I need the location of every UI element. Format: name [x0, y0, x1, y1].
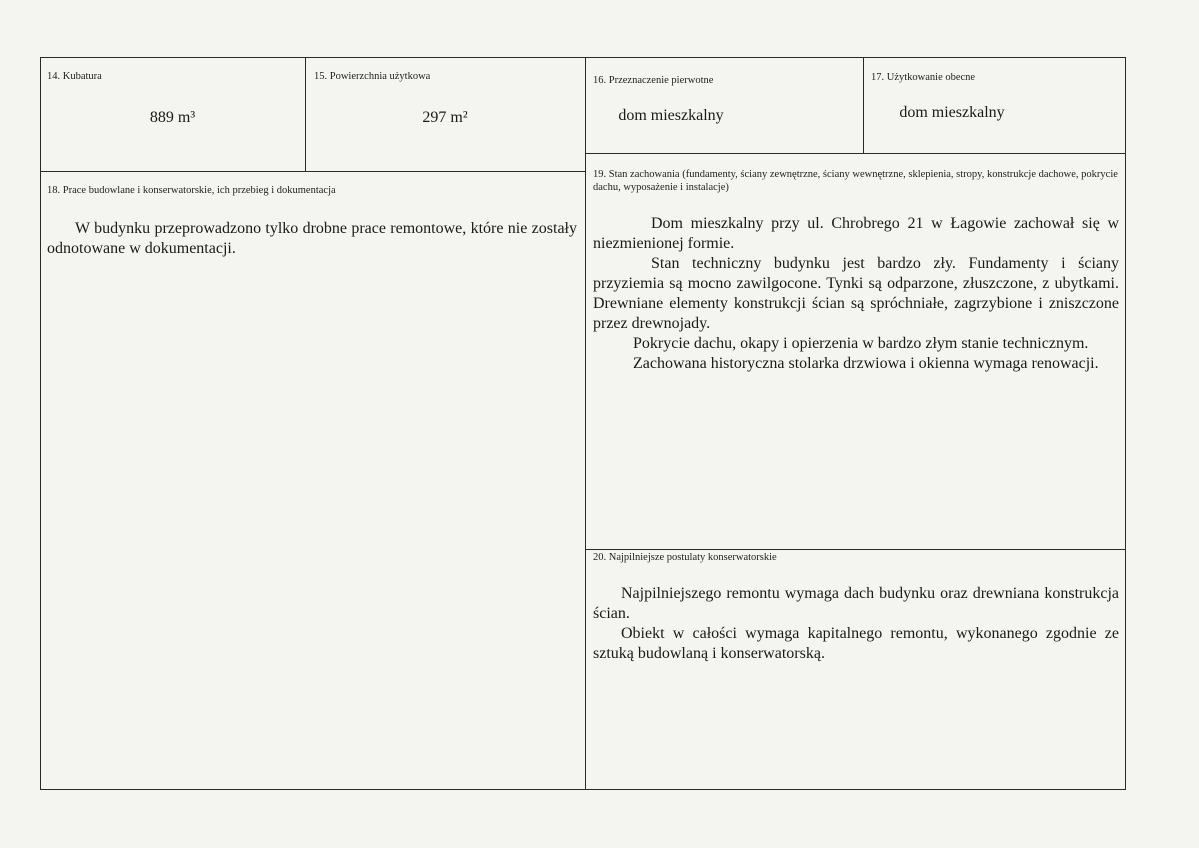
field-16-value: dom mieszkalny [618, 107, 724, 124]
field-19-paragraph: Pokrycie dachu, okapy i opierzenia w bardzo złym stanie technicznym. [633, 335, 1089, 352]
field-17-label: 17. Użytkowanie obecne [871, 72, 976, 83]
field-19-paragraph: Stan techniczny budynku jest bardzo zły. Fundamenty i ściany przyziemia są mocno zawilgocone. Tynki są odparzone, złuszczone, z ubytkami. Drewniane elementy konstrukcji ścian są spróchniałe, zagrzybione i zniszczone przez drewnojady. [593, 255, 1119, 332]
field-19-paragraph: Zachowana historyczna stolarka drzwiowa i okienna wymaga renowacji. [633, 355, 1099, 372]
field-19-paragraph: Dom mieszkalny przy ul. Chrobrego 21 w Łagowie zachował się w niezmienionej formie. [593, 215, 1119, 252]
divider-main [585, 57, 586, 790]
divider-row1-right [585, 153, 1126, 154]
divider-19-20 [585, 549, 1126, 550]
field-19-text [593, 214, 1119, 374]
field-16-label: 16. Przeznaczenie pierwotne [593, 75, 714, 86]
field-14-label: 14. Kubatura [47, 71, 102, 82]
field-20-paragraph: Najpilniejszego remontu wymaga dach budynku oraz drewniana konstrukcja ścian. [593, 585, 1119, 622]
field-15-label: 15. Powierzchnia użytkowa [314, 71, 431, 82]
field-15-value: 297 m² [422, 109, 468, 126]
divider-row1-left [40, 171, 585, 172]
field-20-paragraph: Obiekt w całości wymaga kapitalnego remontu, wykonanego zgodnie ze sztuką budowlaną i konserwatorską. [593, 625, 1119, 662]
field-18-text [47, 219, 577, 259]
field-20-label: 20. Najpilniejsze postulaty konserwatorskie [593, 552, 777, 563]
field-17-value: dom mieszkalny [899, 104, 1005, 121]
field-18-label: 18. Prace budowlane i konserwatorskie, ich przebieg i dokumentacja [47, 185, 336, 196]
form-frame [40, 57, 1126, 790]
field-19-label: 19. Stan zachowania (fundamenty, ściany zewnętrzne, ściany wewnętrzne, sklepienia, stropy, konstrukcje dachowe, pokrycie dachu, wyposażenie i instalacje) [593, 169, 1118, 193]
field-18-paragraph: W budynku przeprowadzono tylko drobne prace remontowe, które nie zostały odnotowane w dokumentacji. [47, 220, 577, 257]
field-14-value: 889 m³ [149, 109, 196, 126]
field-20-text [593, 584, 1119, 664]
